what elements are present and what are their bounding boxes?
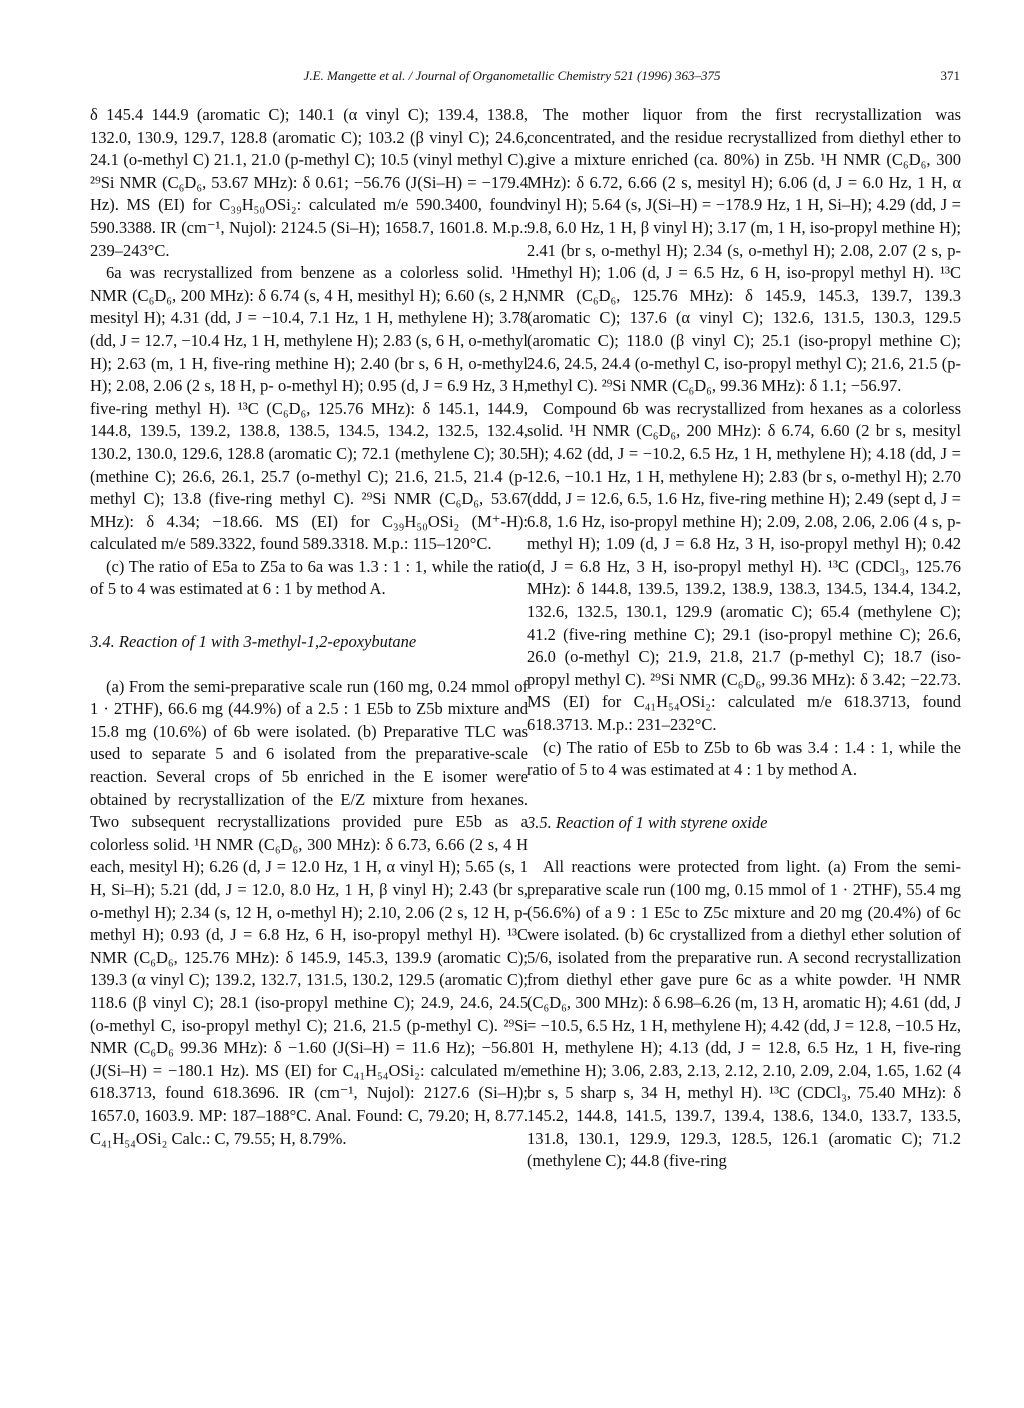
body-paragraph: All reactions were protected from light. (a) From the semi-preparative scale run (100 mg, 0.15 mmol of 1 · 2THF), 55.4 mg (56.6%) of a 9 : 1 E5c to Z5c mixture and 20 mg (20.4%) of 6c were isolated. (b) 6c crystallized from a diethyl ether solution of 5/6, isolated from the preparative run. A second recrystallization from diethyl ether gave pure 6c as a white powder. ¹H NMR (C₆D₆, 300 MHz): δ 6.98–6.26 (m, 13 H, aromatic H); 4.61 (dd, J = −10.5, 6.5 Hz, 1 H, methylene H); 4.42 (dd, J = 12.8, −10.5 Hz, 1 H, methylene H); 4.13 (dd, J = 12.8, 6.5 Hz, 1 H, five-ring methine H); 3.06, 2.83, 2.13, 2.12, 2.10, 2.09, 2.04, 1.65, 1.62 (4 br s, 5 sharp s, 34 H, methyl H). ¹³C (CDCl₃, 75.40 MHz): δ 145.2, 144.8, 141.5, 139.7, 139.4, 138.6, 134.0, 133.7, 133.5, 131.8, 130.1, 129.9, 129.3, 128.5, 126.1 (aromatic C); 71.2 (methylene C); 44.8 (five-ring xyxy=(527,857,961,1171)
page-number: 371 xyxy=(940,68,960,83)
body-paragraph: 6a was recrystallized from benzene as a colorless solid. ¹H NMR (C₆D₆, 200 MHz): δ 6.74 (s, 4 H, mesithyl H); 6.60 (s, 2 H, mesityl H); 4.31 (dd, J = −10.4, 7.1 Hz, 1 H, methylene H); 3.78 (dd, J = 12.7, −10.4 Hz, 1 H, methylene H); 2.83 (s, 6 H, o-methyl H); 2.63 (m, 1 H, five-ring methine H); 2.40 (br s, 6 H, o-methyl H); 2.08, 2.06 (2 s, 18 H, p- o-methyl H); 0.95 (d, J = 6.9 Hz, 3 H, five-ring methyl H). ¹³C (C₆D₆, 125.76 MHz): δ 145.1, 144.9, 144.8, 139.5, 139.2, 138.8, 138.5, 134.5, 134.2, 132.5, 132.4, 130.2, 130.0, 129.6, 128.8 (aromatic C); 72.1 (methylene C); 30.5 (methine C); 26.6, 26.1, 25.7 (o-methyl C); 21.6, 21.5, 21.4 (p-methyl C); 13.8 (five-ring methyl C). ²⁹Si NMR (C₆D₆, 53.67 MHz): δ 4.34; −18.66. MS (EI) for C₃₉H₅₀OSi₂ (M⁺-H): calculated m/e 589.3322, found 589.3318. M.p.: 115–120°C. xyxy=(90,263,528,554)
running-head xyxy=(0,68,1024,88)
body-paragraph: (c) The ratio of E5b to Z5b to 6b was 3.4 : 1.4 : 1, while the ratio of 5 to 4 was estimated at 4 : 1 by method A. xyxy=(527,737,961,780)
running-title: J.E. Mangette et al. / Journal of Organometallic Chemistry 521 (1996) 363–375 xyxy=(303,68,721,83)
body-paragraph: (a) From the semi-preparative scale run (160 mg, 0.24 mmol of 1 · 2THF), 66.6 mg (44.9%) of a 2.5 : 1 E5b to Z5b mixture and 15.8 mg (10.6%) of 6b were isolated. (b) Preparative TLC was used to separate 5 and 6 isolated from the preparative-scale reaction. Several crops of 5b enriched in the E isomer were obtained by recrystallization of the E/Z mixture from hexanes. Two subsequent recrystallizations provided pure E5b as a colorless solid. ¹H NMR (C₆D₆, 300 MHz): δ 6.73, 6.66 (2 s, 4 H each, mesityl H); 6.26 (d, J = 12.0 Hz, 1 H, α vinyl H); 5.65 (s, 1 H, Si–H); 5.21 (dd, J = 12.0, 8.0 Hz, 1 H, β vinyl H); 2.43 (br s, o-methyl H); 2.34 (s, 12 H, o-methyl H); 2.10, 2.06 (2 s, 12 H, p-methyl H); 0.93 (d, J = 6.8 Hz, 6 H, iso-propyl methyl H). ¹³C NMR (C₆D₆, 125.76 MHz): δ 145.9, 145.3, 139.9 (aromatic C); 139.3 (α vinyl C); 139.2, 132.7, 131.5, 130.2, 129.5 (aromatic C); 118.6 (β vinyl C); 28.1 (iso-propyl methine C); 24.9, 24.6, 24.5 (o-methyl C, iso-propyl methyl C); 21.6, 21.5 (p-methyl C). ²⁹Si NMR (C₆D₆ 99.36 MHz): δ −1.60 (J(Si–H) = 11.6 Hz); −56.80 (J(Si–H) = −180.1 Hz). MS (EI) for C₄₁H₅₄OSi₂: calculated m/e 618.3713, found 618.3696. IR (cm⁻¹, Nujol): 2127.6 (Si–H); 1657.0, 1603.9. MP: 187–188°C. Anal. Found: C, 79.20; H, 8.77. C₄₁H₅₄OSi₂ Calc.: C, 79.55; H, 8.79%. xyxy=(90,676,528,1148)
body-paragraph: Compound 6b was recrystallized from hexanes as a colorless solid. ¹H NMR (C₆D₆, 200 MHz): δ 6.74, 6.60 (2 br s, mesityl H); 4.62 (dd, J = −10.2, 6.5 Hz, 1 H, methylene H); 4.18 (dd, J = 12.6, −10.1 Hz, 1 H, methylene H); 2.83 (br s, o-methyl H); 2.70 (ddd, J = 12.6, 6.5, 1.6 Hz, five-ring methine H); 2.49 (sept d, J = 6.8, 1.6 Hz, iso-propyl methine H); 2.09, 2.08, 2.06, 2.06 (4 s, p-methyl H); 1.09 (d, J = 6.8 Hz, 3 H, iso-propyl methyl H); 0.42 (d, J = 6.8 Hz, 3 H, iso-propyl methyl H). ¹³C (CDCl₃, 125.76 MHz): δ 144.8, 139.5, 139.2, 138.9, 138.3, 134.5, 134.4, 134.2, 132.6, 132.5, 130.1, 129.9 (aromatic C); 65.4 (methylene C); 41.2 (five-ring methine C); 29.1 (iso-propyl methine C); 26.6, 26.0 (o-methyl C); 21.9, 21.8, 21.7 (p-methyl C); 18.7 (iso-propyl methyl C). ²⁹Si NMR (C₆D₆, 99.36 MHz): δ 3.42; −22.73. MS (EI) for C₄₁H₅₄OSi₂: calculated m/e 618.3713, found 618.3713. M.p.: 231–232°C. xyxy=(527,398,961,735)
left-column xyxy=(90,104,528,1150)
body-paragraph: δ 145.4 144.9 (aromatic C); 140.1 (α vinyl C); 139.4, 138.8, 132.0, 130.9, 129.7, 128.8 (aromatic C); 103.2 (β vinyl C); 24.6, 24.1 (o-methyl C) 21.1, 21.0 (p-methyl C); 10.5 (vinyl methyl C). ²⁹Si NMR (C₆D₆, 53.67 MHz): δ 0.61; −56.76 (J(Si–H) = −179.4 Hz). MS (EI) for C₃₉H₅₀OSi₂: calculated m/e 590.3400, found 590.3388. IR (cm⁻¹, Nujol): 2124.5 (Si–H); 1658.7, 1601.8. M.p.: 239–243°C. xyxy=(90,105,528,260)
body-paragraph: (c) The ratio of E5a to Z5a to 6a was 1.3 : 1 : 1, while the ratio of 5 to 4 was estimated at 6 : 1 by method A. xyxy=(90,556,528,599)
body-paragraph: The mother liquor from the first recrystallization was concentrated, and the residue recrystallized from diethyl ether to give a mixture enriched (ca. 80%) in Z5b. ¹H NMR (C₆D₆, 300 MHz): δ 6.72, 6.66 (2 s, mesityl H); 6.06 (d, J = 6.0 Hz, 1 H, α vinyl H); 5.64 (s, J(Si–H) = −178.9 Hz, 1 H, Si–H); 4.29 (dd, J = 9.8, 6.0 Hz, 1 H, β vinyl H); 3.17 (m, 1 H, iso-propyl methine H); 2.41 (br s, o-methyl H); 2.34 (s, o-methyl H); 2.08, 2.07 (2 s, p-methyl H); 1.06 (d, J = 6.5 Hz, 6 H, iso-propyl methyl H). ¹³C NMR (C₆D₆, 125.76 MHz): δ 145.9, 145.3, 139.7, 139.3 (aromatic C); 137.6 (α vinyl C); 132.6, 131.5, 130.3, 129.5 (aromatic C); 118.0 (β vinyl C); 25.1 (iso-propyl methine C); 24.6, 24.5, 24.4 (o-methyl C, iso-propyl methyl C); 21.6, 21.5 (p-methyl C). ²⁹Si NMR (C₆D₆, 99.36 MHz): δ 1.1; −56.97. xyxy=(527,105,961,396)
section-heading: 3.5. Reaction of 1 with styrene oxide xyxy=(527,812,768,832)
right-column xyxy=(527,104,961,1173)
section-heading: 3.4. Reaction of 1 with 3-methyl-1,2-epoxybutane xyxy=(90,632,417,652)
